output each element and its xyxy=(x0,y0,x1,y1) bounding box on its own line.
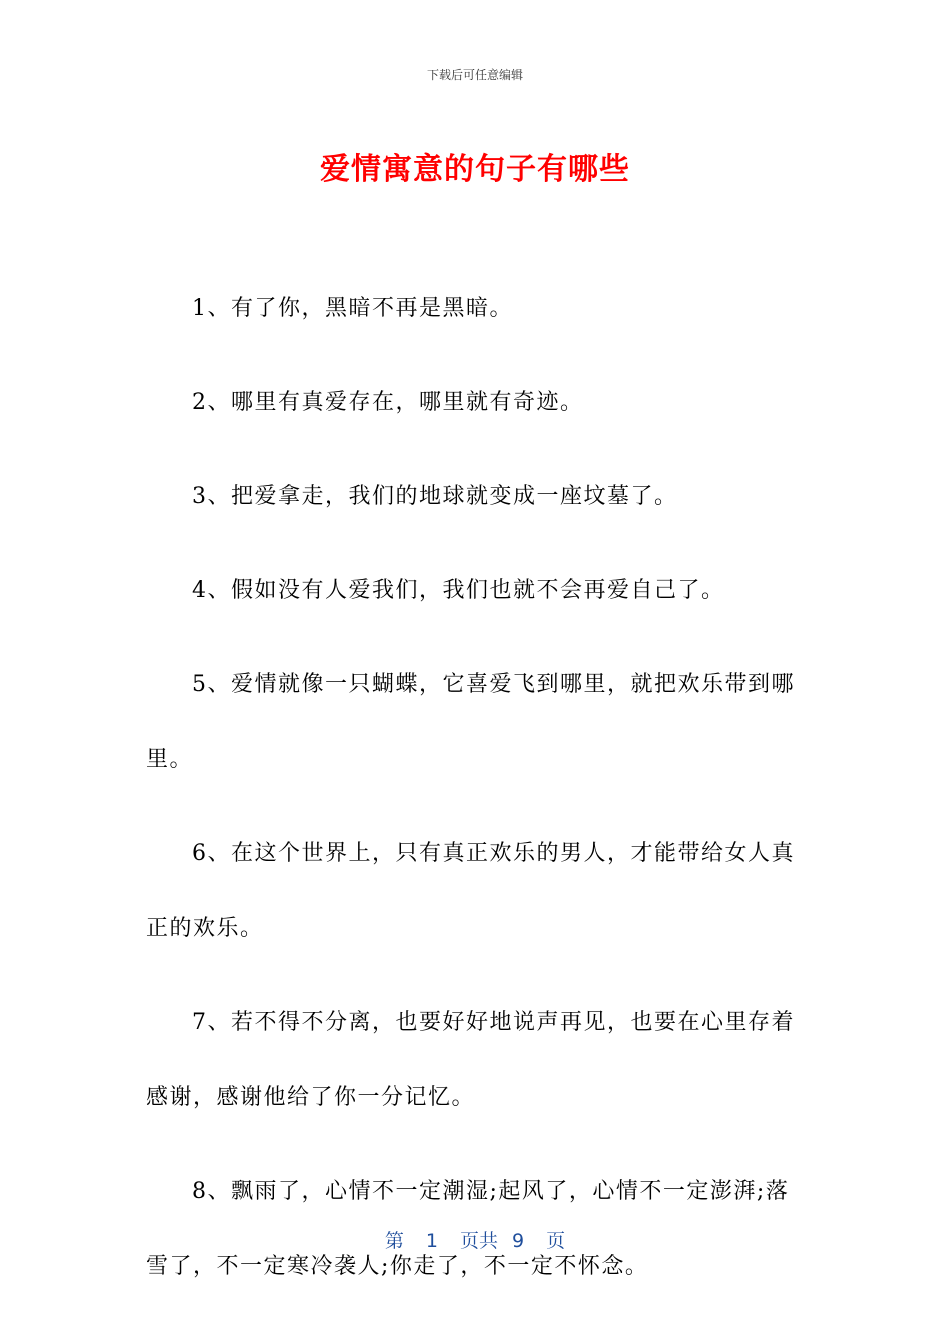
page-footer xyxy=(0,1226,950,1253)
header-note: 下载后可任意编辑 xyxy=(426,68,523,82)
page-label-mid: 页共 xyxy=(459,1230,498,1252)
page-label-pre: 第 xyxy=(384,1230,404,1252)
paragraph-6: 6、在这个世界上，只有真正欢乐的男人，才能带给女人真正的欢乐。 xyxy=(146,841,795,941)
paragraph-8: 8、飘雨了，心情不一定潮湿;起风了，心情不一定澎湃;落雪了，不一定寒冷袭人;你走了，不一定不怀念。 xyxy=(146,1179,790,1279)
paragraph-1: 1、有了你，黑暗不再是黑暗。 xyxy=(192,296,513,321)
paragraph-3: 3、把爱拿走，我们的地球就变成一座坟墓了。 xyxy=(192,484,678,509)
paragraph-5: 5、爱情就像一只蝴蝶，它喜爱飞到哪里，就把欢乐带到哪里。 xyxy=(146,672,795,772)
total-pages-number: 9 xyxy=(512,1230,525,1252)
paragraph-7: 7、若不得不分离，也要好好地说声再见，也要在心里存着感谢，感谢他给了你一分记忆。 xyxy=(146,1010,795,1110)
current-page-number: 1 xyxy=(425,1230,438,1252)
document-title: 爱情寓意的句子有哪些 xyxy=(320,152,630,187)
document-body xyxy=(146,271,804,1323)
page-label-post: 页 xyxy=(546,1230,566,1252)
paragraph-2: 2、哪里有真爱存在，哪里就有奇迹。 xyxy=(192,390,584,415)
paragraph-4: 4、假如没有人爱我们，我们也就不会再爱自己了。 xyxy=(192,578,725,603)
